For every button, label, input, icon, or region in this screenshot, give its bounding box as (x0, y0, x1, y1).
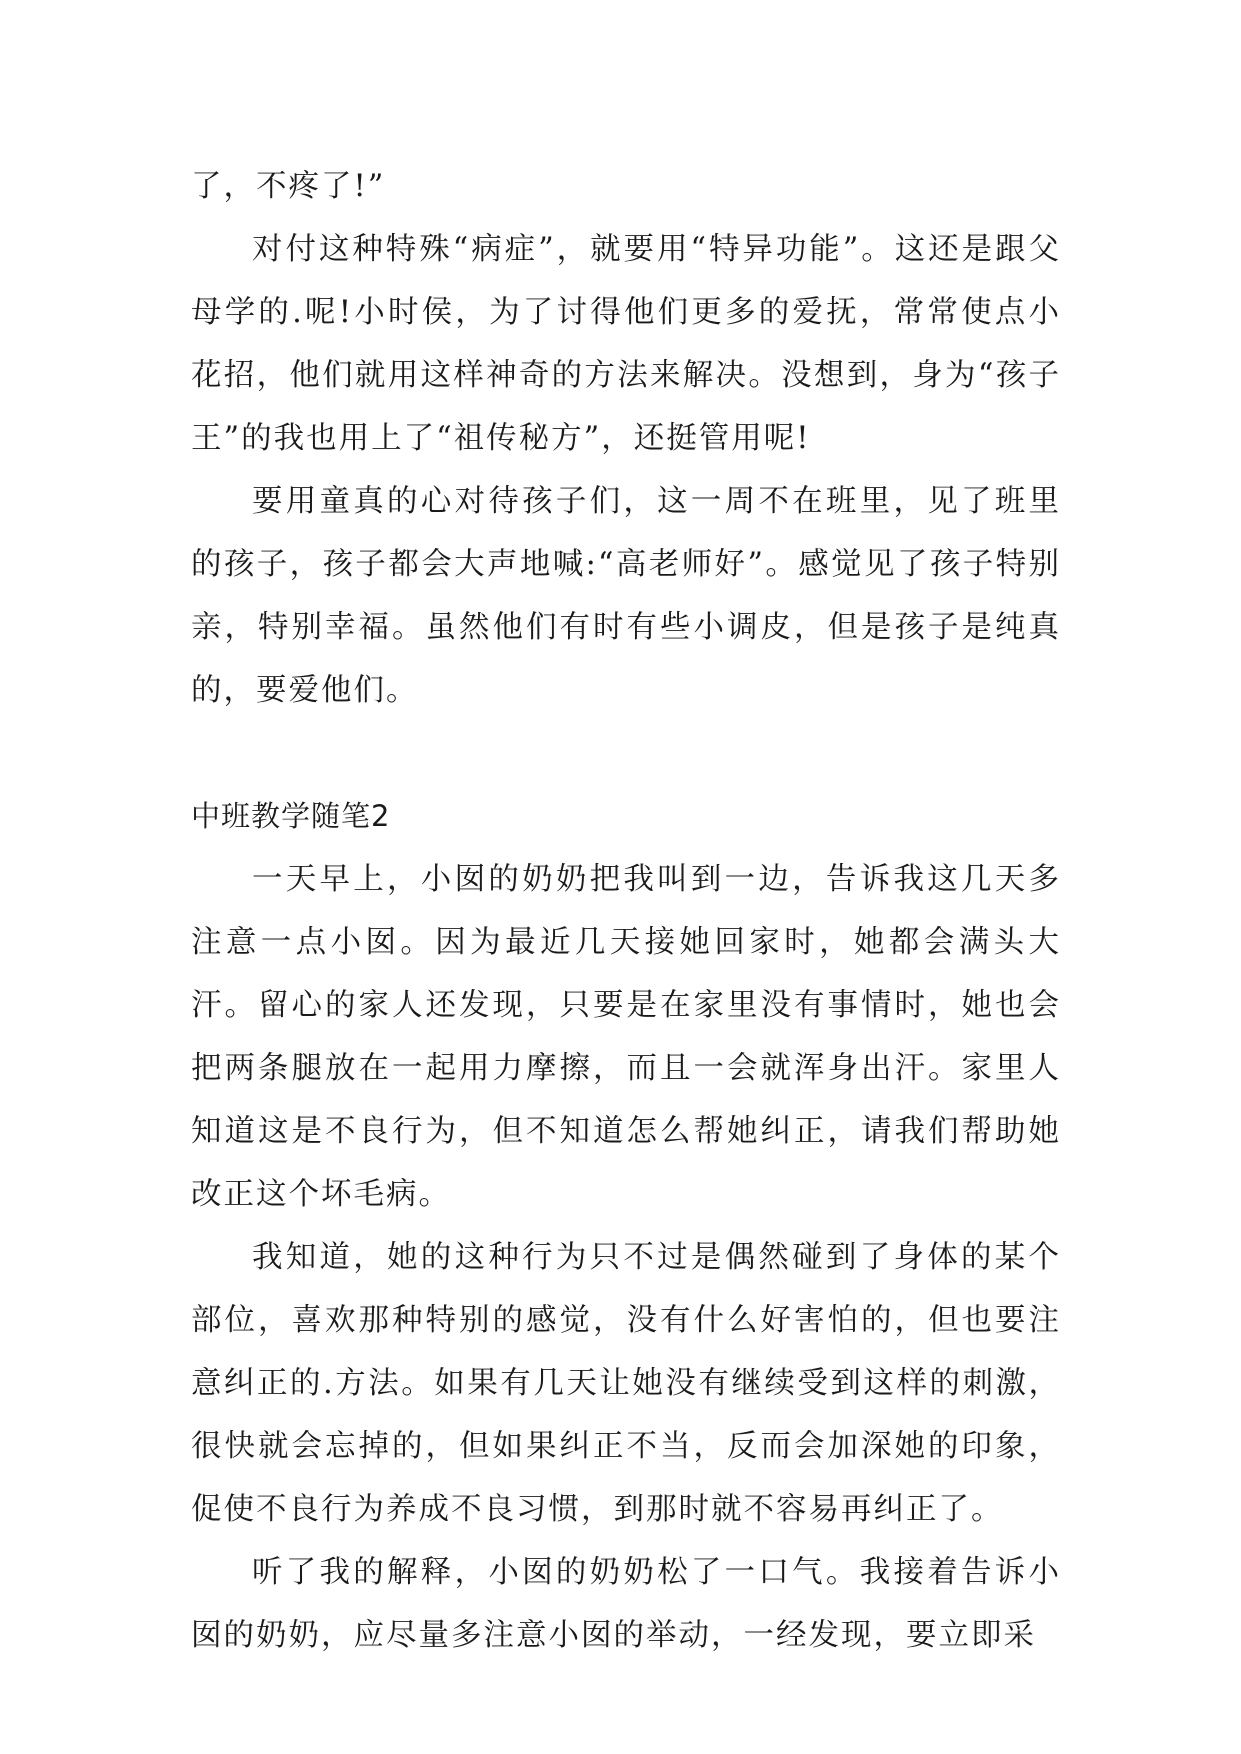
paragraph-continuation: 了，不疼了!” (191, 169, 386, 204)
paragraph-advice: 听了我的解释，小囡的奶奶松了一口气。我接着告诉小囡的奶奶，应尽量多注意小囡的举动，一经发现，要立即采 (191, 1555, 1061, 1653)
document-body (191, 155, 1061, 1667)
paragraph-grandma-request: 一天早上，小囡的奶奶把我叫到一边，告诉我这几天多注意一点小囡。因为最近几天接她回家时，她都会满头大汗。留心的家人还发现，只要是在家里没有事情时，她也会把两条腿放在一起用力摩擦，而且一会就浑身出汗。家里人知道这是不良行为，但不知道怎么帮她纠正，请我们帮助她改正这个坏毛病。 (191, 862, 1061, 1212)
paragraph-explanation: 我知道，她的这种行为只不过是偶然碰到了身体的某个部位，喜欢那种特别的感觉，没有什么好害怕的，但也要注意纠正的.方法。如果有几天让她没有继续受到这样的刺激，很快就会忘掉的，但如果纠正不当，反而会加深她的印象，促使不良行为养成不良习惯，到那时就不容易再纠正了。 (191, 1240, 1061, 1527)
section-title: 中班教学随笔2 (191, 799, 391, 833)
paragraph-special-methods: 对付这种特殊“病症”，就要用“特异功能”。这还是跟父母学的.呢!小时侯，为了讨得他们更多的爱抚，常常使点小花招，他们就用这样神奇的方法来解决。没想到，身为“孩子王”的我也用上了“祖传秘方”，还挺管用呢! (191, 232, 1061, 456)
paragraph-childlike-heart: 要用童真的心对待孩子们，这一周不在班里，见了班里的孩子，孩子都会大声地喊:“高老师好”。感觉见了孩子特别亲，特别幸福。虽然他们有时有些小调皮，但是孩子是纯真的，要爱他们。 (191, 484, 1061, 708)
section-spacer (191, 722, 1061, 785)
